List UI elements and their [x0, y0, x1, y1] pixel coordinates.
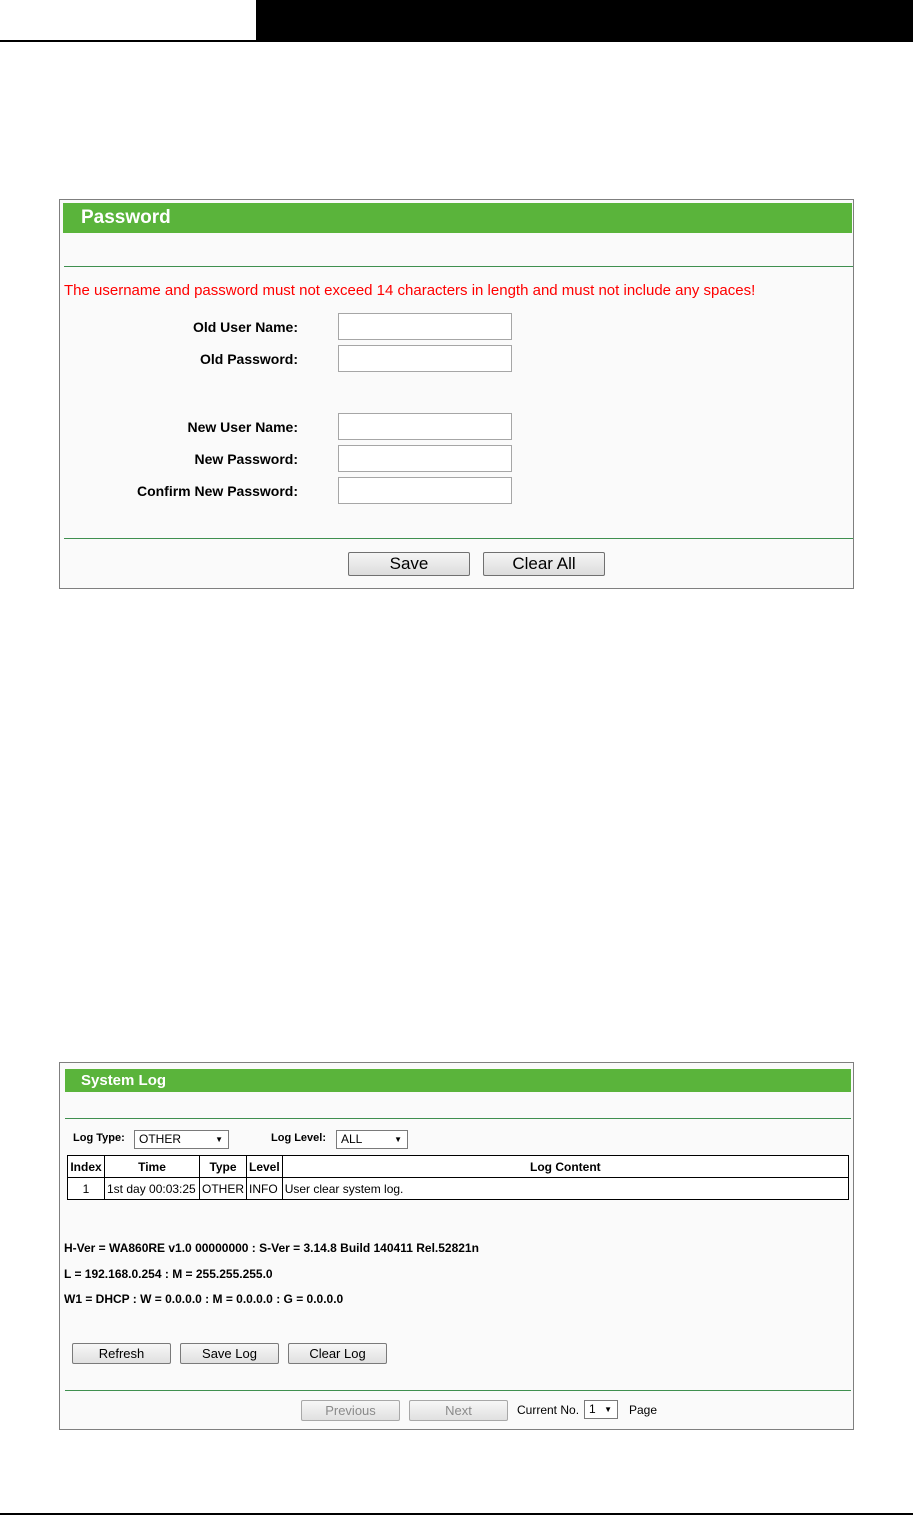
confirm-new-password-input[interactable]: [338, 477, 512, 504]
new-password-input[interactable]: [338, 445, 512, 472]
divider: [65, 1118, 851, 1119]
new-user-name-label: New User Name:: [187, 419, 298, 435]
cell-type: OTHER: [200, 1178, 247, 1200]
dropdown-arrow-icon: ▼: [394, 1135, 402, 1144]
cell-log-content: User clear system log.: [282, 1178, 848, 1200]
password-panel: [59, 199, 854, 589]
wan-info: W1 = DHCP : W = 0.0.0.0 : M = 0.0.0.0 : G = 0.0.0.0: [64, 1292, 344, 1306]
clear-all-button[interactable]: Clear All: [483, 552, 605, 576]
log-level-select[interactable]: [336, 1130, 408, 1149]
page-select[interactable]: [584, 1400, 618, 1419]
previous-button[interactable]: Previous: [301, 1400, 400, 1421]
refresh-button[interactable]: Refresh: [72, 1343, 171, 1364]
divider: [65, 1390, 851, 1391]
old-password-label: Old Password:: [199, 351, 298, 367]
current-no-label: Current No.: [517, 1403, 580, 1417]
dropdown-arrow-icon: ▼: [215, 1135, 223, 1144]
column-header-time: Time: [105, 1156, 200, 1178]
column-header-level: Level: [247, 1156, 283, 1178]
clear-log-button[interactable]: Clear Log: [288, 1343, 387, 1364]
hardware-software-version: H-Ver = WA860RE v1.0 00000000 : S-Ver = 3.14.8 Build 140411 Rel.52821n: [64, 1241, 479, 1255]
cell-time: 1st day 00:03:25: [105, 1178, 200, 1200]
cell-level: INFO: [247, 1178, 283, 1200]
system-log-title: System Log: [65, 1069, 851, 1092]
old-user-name-input[interactable]: [338, 313, 512, 340]
column-header-index: Index: [68, 1156, 105, 1178]
system-log-panel: [59, 1062, 854, 1430]
log-type-label: Log Type:: [73, 1132, 125, 1144]
old-password-input[interactable]: [338, 345, 512, 372]
dropdown-arrow-icon: ▼: [604, 1405, 612, 1414]
password-warning: The username and password must not exceed 14 characters in length and must not include any spaces!: [64, 282, 756, 299]
log-table: [67, 1155, 849, 1200]
new-password-label: New Password:: [194, 451, 298, 467]
column-header-type: Type: [200, 1156, 247, 1178]
cell-index: 1: [68, 1178, 105, 1200]
table-row: [68, 1178, 849, 1200]
log-level-label: Log Level:: [271, 1132, 327, 1144]
header-left-block: [0, 0, 256, 42]
save-button[interactable]: Save: [348, 552, 470, 576]
save-log-button[interactable]: Save Log: [180, 1343, 279, 1364]
page-label: Page: [629, 1403, 658, 1417]
header-right-block: [256, 0, 913, 42]
log-type-value: OTHER: [139, 1132, 181, 1146]
log-type-select[interactable]: [134, 1130, 229, 1149]
divider: [64, 538, 853, 539]
old-user-name-label: Old User Name:: [192, 319, 298, 335]
page-select-value: 1: [589, 1402, 596, 1416]
confirm-new-password-label: Confirm New Password:: [136, 483, 298, 499]
divider: [64, 266, 853, 267]
new-user-name-input[interactable]: [338, 413, 512, 440]
log-level-value: ALL: [341, 1132, 363, 1146]
password-panel-title: Password: [63, 203, 852, 233]
page-footer-rule: [0, 1513, 913, 1515]
table-header-row: [68, 1156, 849, 1178]
lan-info: L = 192.168.0.254 : M = 255.255.255.0: [64, 1267, 273, 1281]
column-header-log-content: Log Content: [282, 1156, 848, 1178]
next-button[interactable]: Next: [409, 1400, 508, 1421]
page-header-bar: [0, 0, 913, 42]
